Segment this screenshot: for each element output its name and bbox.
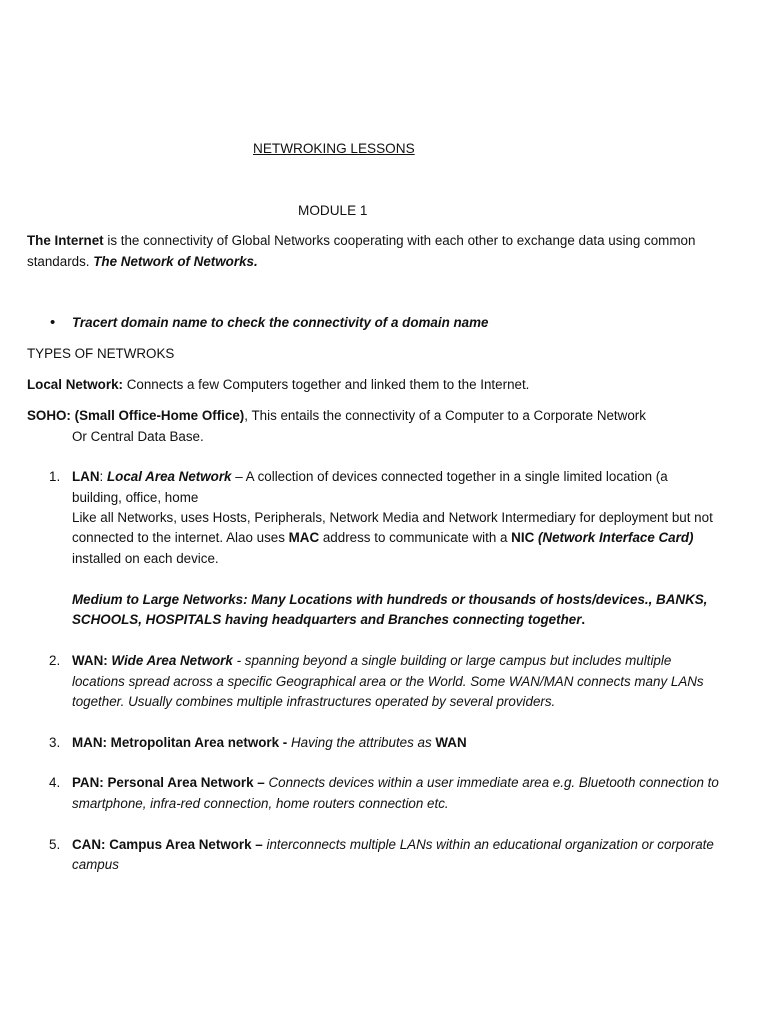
internet-definition-cont: standards. — [27, 254, 94, 269]
local-network-term: Local Network: — [27, 377, 123, 392]
pan-definition: Connects devices within a user immediate area e.g. Bluetooth connection to — [268, 775, 719, 790]
man-definition: Having the attributes as — [290, 735, 436, 750]
internet-paragraph-line2 — [27, 253, 258, 271]
local-network-definition: Connects a few Computers together and linked them to the Internet. — [122, 377, 530, 392]
wan-term: WAN: — [72, 653, 112, 668]
list-number: 4. — [49, 775, 61, 790]
lan-note-end: . — [581, 612, 586, 627]
lan-note-text: SCHOOLS, HOSPITALS having headquarters and Branches connecting together — [72, 612, 582, 627]
can-definition: interconnects multiple LANs within an educational organization or corporate — [266, 837, 714, 852]
lan-line4 — [72, 529, 693, 547]
pan-line1 — [72, 774, 719, 792]
list-number: 3. — [49, 735, 61, 750]
soho-term: SOHO: (Small Office-Home Office) — [27, 408, 245, 423]
wan-line1 — [72, 652, 671, 670]
bullet-icon: • — [50, 314, 56, 331]
internet-definition: is the connectivity of Global Networks cooperating with each other to exchange data using common — [103, 233, 696, 248]
wan-name: Wide Area Network — [111, 653, 233, 668]
nic-term: NIC — [511, 530, 535, 545]
lan-line3: Like all Networks, uses Hosts, Peripherals, Network Media and Network Intermediary for deployment but not — [72, 510, 713, 525]
soho-paragraph-line1 — [27, 407, 646, 425]
soho-paragraph-line2: Or Central Data Base. — [72, 429, 204, 444]
internet-term: The Internet — [27, 233, 104, 248]
document-title: NETWROKING LESSONS — [253, 141, 415, 156]
can-line1 — [72, 836, 714, 854]
pan-term: PAN: Personal Area Network – — [72, 775, 269, 790]
types-heading: TYPES OF NETWROKS — [27, 346, 175, 361]
lan-note-line2 — [72, 611, 585, 629]
wan-line3: together. Usually combines multiple infrastructures operated by several providers. — [72, 694, 556, 709]
can-term: CAN: Campus Area Network – — [72, 837, 267, 852]
internet-paragraph-line1 — [27, 232, 695, 250]
tracert-bullet-text: Tracert domain name to check the connectivity of a domain name — [72, 315, 489, 330]
lan-colon: : — [99, 469, 107, 484]
lan-line4-text: connected to the internet. Alao uses — [72, 530, 289, 545]
lan-definition: – A collection of devices connected together in a single limited location (a — [231, 469, 668, 484]
man-term: MAN: Metropolitan Area network - — [72, 735, 291, 750]
lan-term: LAN — [72, 469, 100, 484]
internet-emphasis: The Network of Networks. — [93, 254, 258, 269]
lan-line1 — [72, 468, 668, 486]
man-ref: WAN — [435, 735, 467, 750]
nic-full-name: (Network Interface Card) — [534, 530, 694, 545]
man-line1 — [72, 734, 467, 752]
wan-line2: locations spread across a specific Geographical area or the World. Some WAN/MAN connects many LANs — [72, 674, 704, 689]
local-network-paragraph — [27, 376, 529, 394]
list-number: 1. — [49, 469, 61, 484]
wan-definition: - spanning beyond a single building or large campus but includes multiple — [232, 653, 672, 668]
soho-definition: , This entails the connectivity of a Computer to a Corporate Network — [244, 408, 646, 423]
lan-line4-text-b: address to communicate with a — [319, 530, 512, 545]
mac-term: MAC — [288, 530, 320, 545]
lan-line2: building, office, home — [72, 490, 199, 505]
can-line2: campus — [72, 857, 119, 872]
lan-name: Local Area Network — [106, 469, 232, 484]
module-heading: MODULE 1 — [298, 203, 368, 218]
lan-note-line1: Medium to Large Networks: Many Locations with hundreds or thousands of hosts/devices., BANKS, — [72, 592, 708, 607]
list-number: 5. — [49, 837, 61, 852]
lan-line5: installed on each device. — [72, 551, 219, 566]
list-number: 2. — [49, 653, 61, 668]
pan-line2: smartphone, infra-red connection, home routers connection etc. — [72, 796, 449, 811]
